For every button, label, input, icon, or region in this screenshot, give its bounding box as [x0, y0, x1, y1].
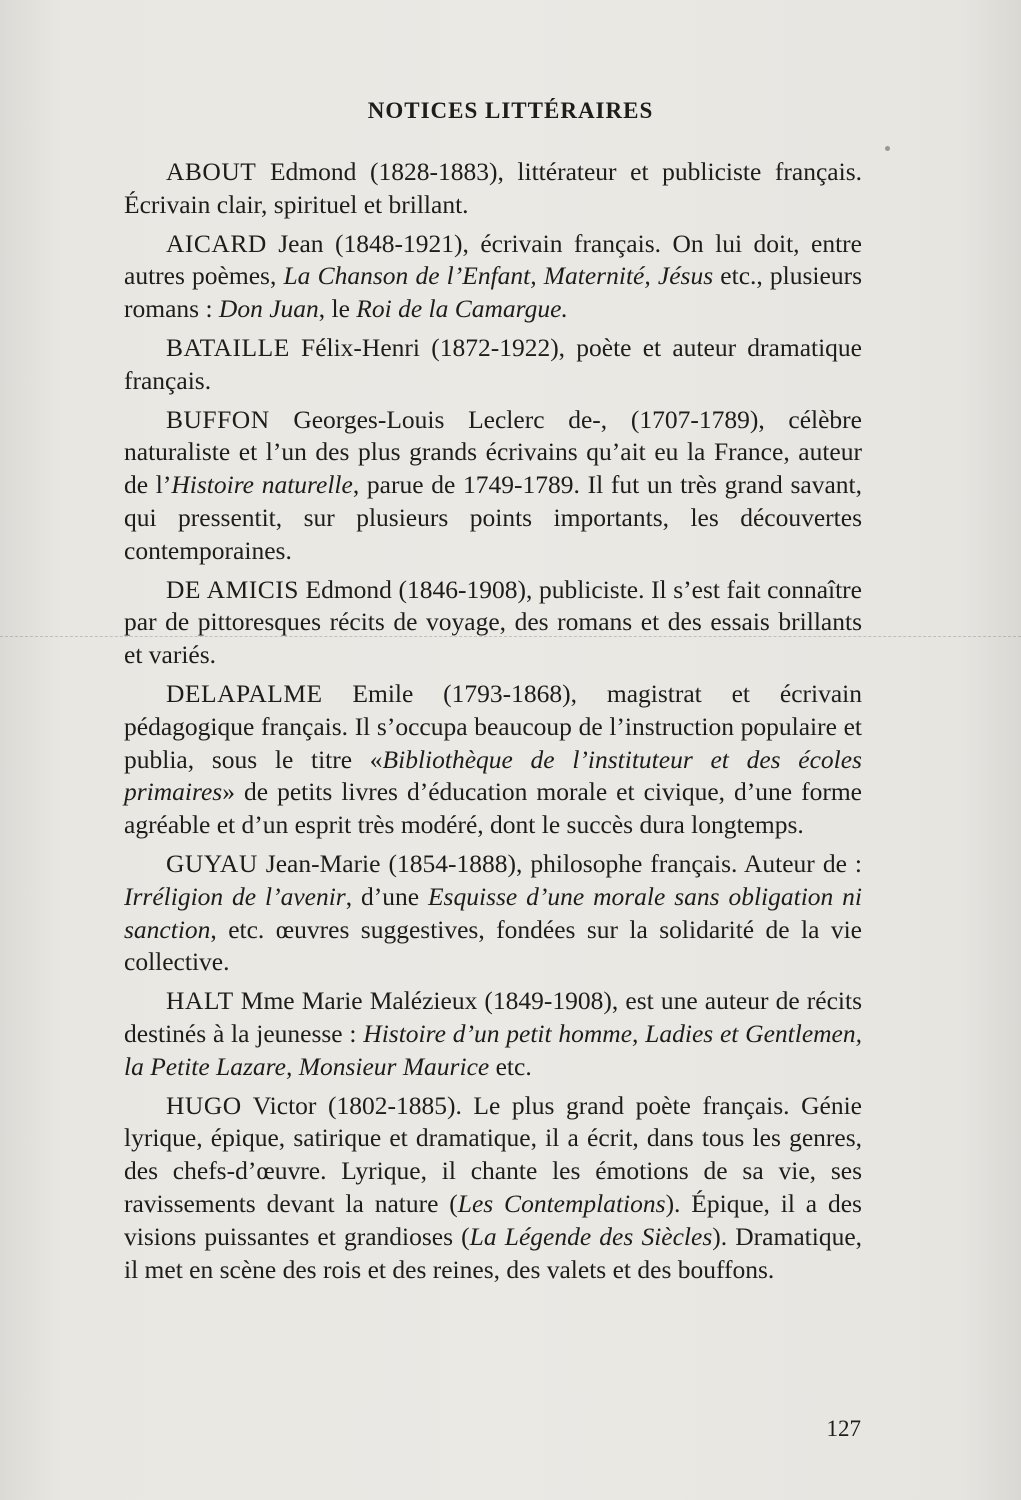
notice-text: Edmond (1828-1883), littérateur et publiciste français. Écrivain clair, spirituel et brillant. [124, 157, 862, 219]
notice-entry [124, 1090, 862, 1287]
notice-entry [124, 985, 862, 1083]
notice-text: ). Dramatique, il met en scène des rois et des reines, des valets et des bouffons. [124, 1221, 863, 1284]
notice-text: Emile (1793-1868), magistrat et écrivain pédagogique français. Il s’occupa beaucoup de l’instruction populaire et publia, sous le titre « [124, 678, 862, 774]
notice-text: » de petits livres d’éducation morale et civique, d’une forme agréable et d’un esprit très modéré, dont le succès dura longtemps. [124, 777, 862, 840]
notice-text: Victor (1802-1885). Le plus grand poète français. Génie lyrique, épique, satirique et dramatique, il a écrit, dans tous les genres, des chefs-d’œuvre. Lyrique, il chante les émotions de sa vie, ses ravissements devant la nature ( [124, 1090, 862, 1218]
notice-text: etc., plusieurs romans : [124, 261, 863, 324]
notice-entry [124, 156, 862, 222]
notice-entry [124, 228, 862, 326]
notice-work-title: La Légende des Siècles [469, 1221, 713, 1251]
notice-author-name: AICARD [166, 228, 267, 258]
notice-author-name: DE AMICIS [166, 574, 299, 604]
notice-text: etc. [489, 1051, 532, 1081]
notice-author-name: HUGO [166, 1090, 242, 1120]
notice-text: Jean (1848-1921), écrivain français. On lui doit, entre autres poèmes, [124, 228, 862, 291]
notice-work-title: Bibliothèque de l’instituteur et des écoles primaires [124, 744, 862, 807]
notice-text: Mme Marie Malézieux (1849-1908), est une auteur de récits destinés à la jeunesse : [124, 986, 862, 1048]
notice-entry [124, 404, 862, 568]
notice-author-name: HALT [166, 986, 234, 1016]
notice-work-title: Esquisse d’une morale sans obligation ni sanction [124, 881, 863, 944]
notice-text: Jean-Marie (1854-1888), philosophe français. Auteur de : [257, 848, 862, 878]
notices-list [124, 156, 862, 1292]
notice-work-title: La Chanson de l’Enfant, Maternité, Jésus [283, 261, 714, 291]
notice-work-title: Roi de la Camargue. [356, 294, 568, 324]
notice-work-title: Don Juan [218, 294, 319, 324]
scan-artifact-dot [885, 146, 890, 151]
notice-author-name: BUFFON [166, 404, 270, 434]
notice-text: Edmond (1846-1908), publiciste. Il s’est fait connaître par de pittoresques récits de voyage, des romans et des essais brillants et variés. [124, 574, 862, 670]
notice-work-title: Histoire d’un petit homme, Ladies et Gentlemen, la Petite Lazare, Monsieur Maurice [124, 1018, 862, 1081]
notice-text: , etc. œuvres suggestives, fondées sur la solidarité de la vie collective. [124, 914, 862, 977]
notice-author-name: BATAILLE [166, 332, 290, 362]
notice-text: ). Épique, il a des visions puissantes et grandioses ( [124, 1188, 862, 1251]
notice-entry [124, 332, 862, 398]
notice-entry [124, 574, 862, 672]
notice-author-name: DELAPALME [166, 678, 323, 708]
notice-entry [124, 848, 862, 979]
notice-text: Félix-Henri (1872-1922), poète et auteur dramatique français. [124, 332, 862, 395]
page-title: NOTICES LITTÉRAIRES [367, 98, 654, 123]
notice-author-name: ABOUT [166, 157, 257, 186]
notice-text: , le [318, 294, 357, 324]
notice-work-title: Les Contemplations [457, 1188, 666, 1218]
notice-text: Georges-Louis Leclerc de-, (1707-1789), célèbre naturaliste et l’un des plus grands écrivains qu’ait eu la France, auteur de l’ [124, 404, 862, 500]
page-number: 127 [826, 1416, 861, 1441]
notice-text: , parue de 1749-1789. Il fut un très grand savant, qui pressentit, sur plusieurs points importants, les découvertes contemporaines. [124, 470, 862, 565]
notice-author-name: GUYAU [166, 848, 258, 878]
notice-entry [124, 678, 862, 842]
notice-text: , d’une [345, 881, 428, 911]
notice-work-title: Histoire naturelle [171, 470, 353, 500]
notice-work-title: Irréligion de l’avenir [124, 881, 346, 911]
